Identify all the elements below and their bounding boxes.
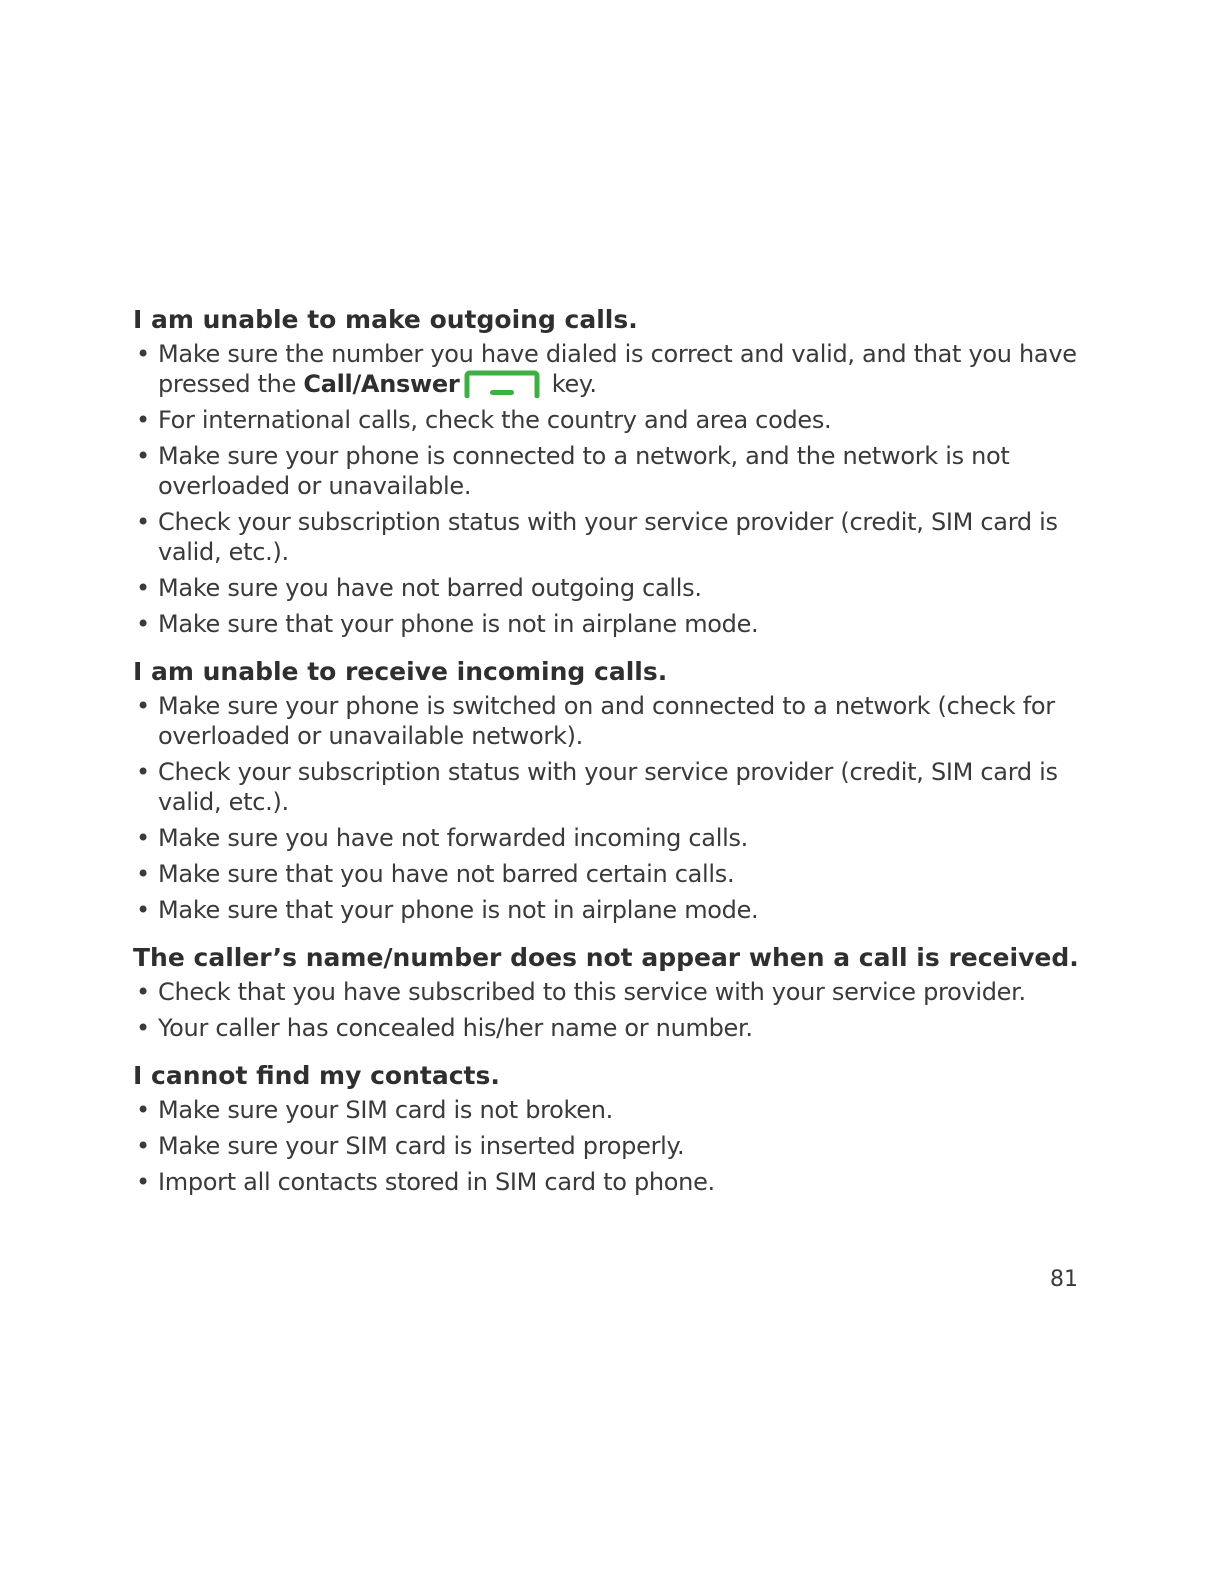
bullet-list xyxy=(133,339,1078,639)
list-item: • Check your subscription status with your service provider (credit, SIM card is valid, etc.). xyxy=(133,757,1078,817)
list-item-text: key. xyxy=(544,370,597,398)
section-incoming-calls xyxy=(133,653,1078,925)
list-item: • Make sure you have not forwarded incoming calls. xyxy=(133,823,1078,853)
manual-page-content xyxy=(133,301,1078,1211)
list-item: • Check that you have subscribed to this service with your service provider. xyxy=(133,977,1078,1007)
section-contacts xyxy=(133,1057,1078,1197)
list-item: • Make sure your phone is switched on and connected to a network (check for overloaded or unavailable network). xyxy=(133,691,1078,751)
list-item-text: Make sure the number you have dialed is correct and valid, and that you have pressed the xyxy=(158,340,1077,398)
list-item: • Make sure that you have not barred certain calls. xyxy=(133,859,1078,889)
bullet-list xyxy=(133,977,1078,1043)
list-item: • Make sure you have not barred outgoing calls. xyxy=(133,573,1078,603)
page-number: 81 xyxy=(1050,1267,1078,1292)
list-item: • Make sure your phone is connected to a network, and the network is not overloaded or unavailable. xyxy=(133,441,1078,501)
list-item: • Check your subscription status with your service provider (credit, SIM card is valid, etc.). xyxy=(133,507,1078,567)
list-item: • Make sure your SIM card is not broken. xyxy=(133,1095,1078,1125)
section-heading: I cannot find my contacts. xyxy=(133,1061,500,1090)
list-item: • Make sure that your phone is not in airplane mode. xyxy=(133,895,1078,925)
list-item: • Import all contacts stored in SIM card to phone. xyxy=(133,1167,1078,1197)
list-item: • Make sure your SIM card is inserted properly. xyxy=(133,1131,1078,1161)
section-heading: I am unable to make outgoing calls. xyxy=(133,305,638,334)
list-item: • Make sure that your phone is not in airplane mode. xyxy=(133,609,1078,639)
list-item: • For international calls, check the country and area codes. xyxy=(133,405,1078,435)
bullet-list xyxy=(133,691,1078,925)
section-outgoing-calls xyxy=(133,301,1078,639)
section-heading: The caller’s name/number does not appear when a call is received. xyxy=(133,943,1079,972)
bullet-list xyxy=(133,1095,1078,1197)
section-heading: I am unable to receive incoming calls. xyxy=(133,657,668,686)
section-caller-id xyxy=(133,939,1078,1043)
call-answer-key-icon xyxy=(463,370,541,398)
list-item: • Your caller has concealed his/her name or number. xyxy=(133,1013,1078,1043)
list-item xyxy=(133,339,1078,399)
call-answer-label: Call/Answer xyxy=(303,370,460,398)
